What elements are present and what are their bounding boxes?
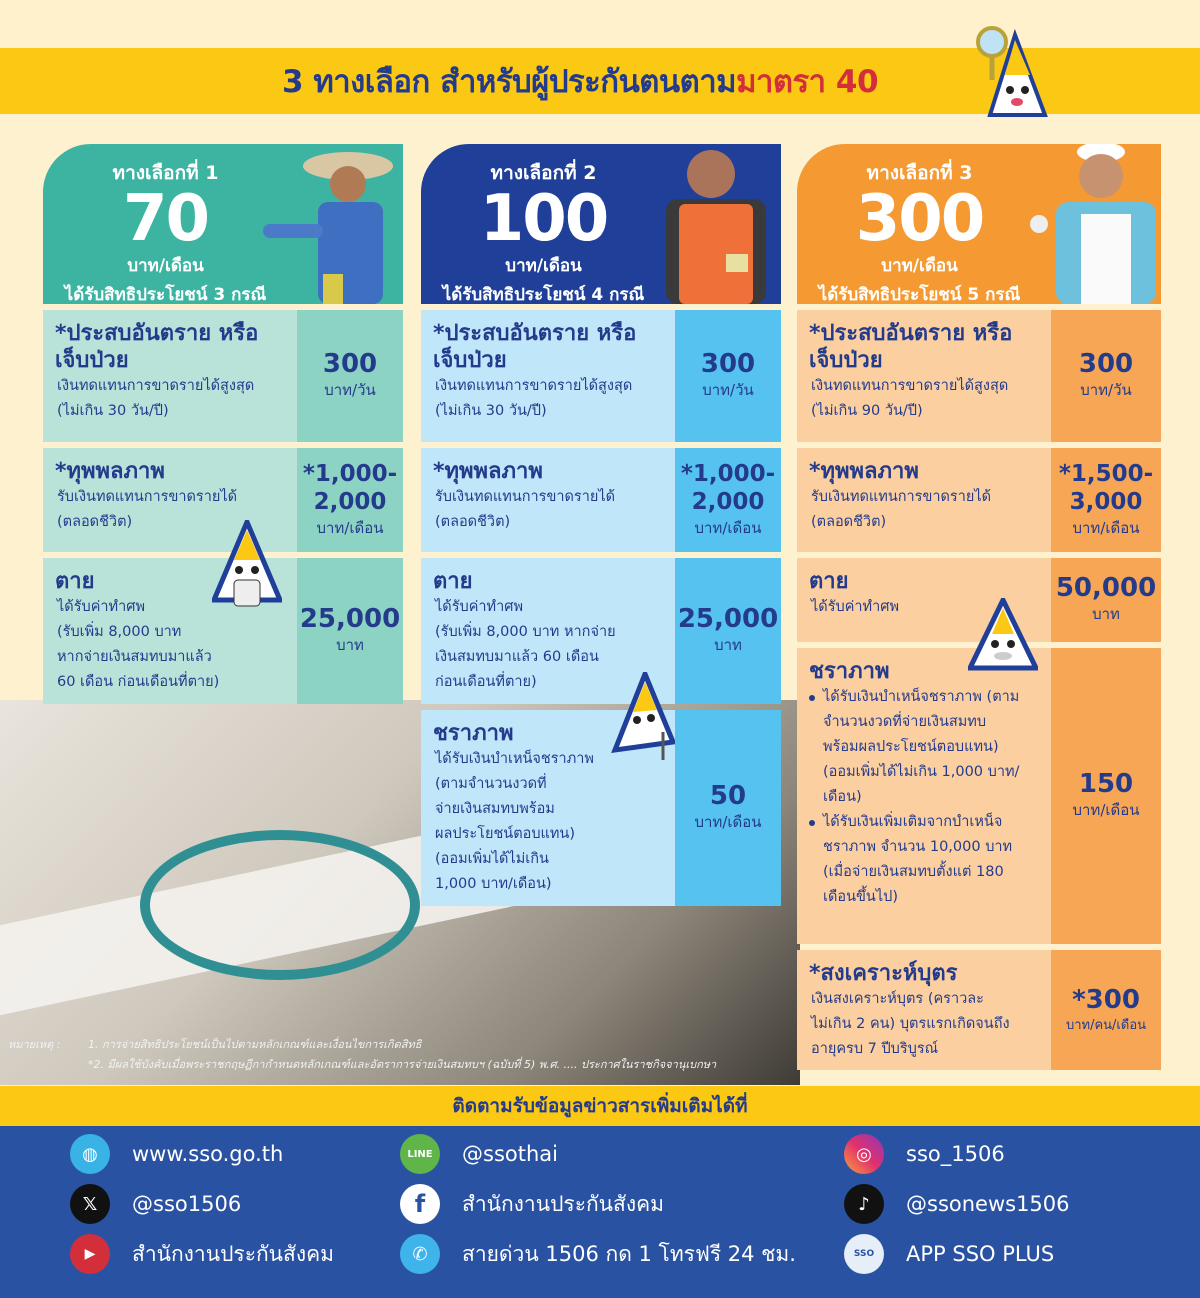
row-desc: เงินสงเคราะห์บุตร (คราวละ [811, 991, 984, 1007]
row-value: *1,000-2,000 [680, 461, 776, 515]
row-title: ตาย [55, 569, 95, 594]
contact-text: สำนักงานประกันสังคม [132, 1241, 335, 1266]
row-desc: ได้รับเงินบำเหน็จชราภาพ (ตามจำนวนงวดที่จ่ายเงินสมทบพร้อมผลประโยชน์ตอบแทน) (ออมเพิ่มได้ไม่เกิน 1,000 บาท/เดือน) [823, 689, 1020, 805]
option-2-column [421, 144, 781, 906]
row-desc: เงินทดแทนการขาดรายได้สูงสุด [435, 378, 633, 394]
benefit-row-injury [421, 310, 781, 442]
row-desc: ก่อนเดือนที่ตาย) [435, 674, 537, 690]
food-vendor-photo [1021, 144, 1161, 304]
row-value: *300 [1072, 984, 1140, 1015]
row-desc: 60 เดือน ก่อนเดือนที่ตาย) [57, 674, 220, 690]
option-amount: 70 [122, 182, 209, 256]
contact-footer [0, 1126, 1200, 1298]
row-value: 150 [1078, 769, 1134, 799]
option-1-header [43, 144, 403, 304]
phone-icon: ✆ [400, 1234, 440, 1274]
row-desc: ได้รับค่าทำศพ [811, 599, 900, 615]
contact-text: APP SSO PLUS [906, 1242, 1055, 1266]
benefit-row-disability [797, 448, 1161, 552]
row-desc: รับเงินทดแทนการขาดรายได้ [435, 489, 616, 505]
row-value-unit: บาท/เดือน [316, 519, 384, 537]
row-value-unit: บาท/คน/เดือน [1065, 1017, 1147, 1033]
option-unit: บาท/เดือน [127, 256, 204, 276]
contact-text: sso_1506 [906, 1142, 1005, 1166]
row-value: 300 [322, 349, 378, 379]
contact-text: @ssothai [462, 1142, 558, 1166]
row-value-unit: บาท/เดือน [694, 519, 762, 537]
row-value: 50,000 [1055, 573, 1157, 603]
row-value-unit: บาท [714, 636, 742, 654]
contact-app[interactable] [844, 1234, 1054, 1274]
option-unit: บาท/เดือน [505, 256, 582, 276]
option-2-header [421, 144, 781, 304]
row-value-unit: บาท/วัน [324, 381, 376, 399]
row-desc: (ตลอดชีวิต) [811, 514, 887, 530]
note-item: *2. มีผลใช้บังคับเมื่อพระราชกฤษฎีกากำหนดหลักเกณฑ์และอัตราการจ่ายเงินสมทบฯ (ฉบับที่ 5) พ.ศ. .... ประกาศในราชกิจจานุเบกษา [88, 1058, 717, 1071]
option-unit: บาท/เดือน [881, 256, 958, 276]
motorbike-rider-photo [641, 144, 781, 304]
row-desc: ไม่เกิน 2 คน) บุตรแรกเกิดจนถึง [811, 1016, 1010, 1032]
row-desc: อายุครบ 7 ปีบริบูรณ์ [811, 1041, 939, 1057]
row-title: *ประสบอันตราย หรือเจ็บป่วย [809, 321, 1013, 373]
row-title: *ประสบอันตราย หรือเจ็บป่วย [433, 321, 637, 373]
row-desc: เงินทดแทนการขาดรายได้สูงสุด [57, 378, 255, 394]
option-amount: 100 [479, 182, 608, 256]
option-benefits-count: ได้รับสิทธิประโยชน์ 5 กรณี [818, 285, 1021, 304]
contact-x[interactable] [70, 1184, 241, 1224]
contact-line[interactable] [400, 1134, 558, 1174]
row-desc: ได้รับเงินเพิ่มเติมจากบำเหน็จชราภาพ จำนวน 10,000 บาท (เมื่อจ่ายเงินสมทบตั้งแต่ 180 เดือนขึ้นไป) [823, 814, 1013, 905]
contact-text: @ssonews1506 [906, 1192, 1070, 1216]
row-desc: จ่ายเงินสมทบพร้อม [435, 801, 555, 817]
footnotes [0, 1033, 800, 1083]
stethoscope-image [140, 830, 420, 980]
row-value: *1,000-2,000 [302, 461, 398, 515]
row-value: 50 [709, 781, 747, 811]
benefit-row-old-age [797, 648, 1161, 944]
row-desc: ได้รับค่าทำศพ [57, 599, 146, 615]
row-value-unit: บาท/เดือน [694, 813, 762, 831]
row-desc: (ไม่เกิน 30 วัน/ปี) [57, 403, 169, 419]
row-title: *ทุพพลภาพ [809, 459, 919, 484]
row-title: ตาย [433, 569, 473, 594]
option-benefits-count: ได้รับสิทธิประโยชน์ 3 กรณี [64, 285, 267, 304]
note-item: 1. การจ่ายสิทธิประโยชน์เป็นไปตามหลักเกณฑ์และเงื่อนไขการเกิดสิทธิ [88, 1038, 422, 1051]
row-desc: (ตลอดชีวิต) [435, 514, 511, 530]
option-3-header [797, 144, 1161, 304]
option-amount: 300 [855, 182, 984, 256]
row-value-unit: บาท/วัน [702, 381, 754, 399]
row-desc: ได้รับเงินบำเหน็จชราภาพ [435, 751, 594, 767]
row-desc: (ไม่เกิน 30 วัน/ปี) [435, 403, 547, 419]
row-value-unit: บาท [1092, 605, 1120, 623]
contact-text: สำนักงานประกันสังคม [462, 1191, 665, 1216]
row-desc: (รับเพิ่ม 8,000 บาท หากจ่าย [435, 624, 616, 640]
option-label: ทางเลือกที่ 3 [866, 162, 973, 184]
option-label: ทางเลือกที่ 2 [490, 162, 597, 184]
row-value: 300 [700, 349, 756, 379]
row-title: *ทุพพลภาพ [55, 459, 165, 484]
row-title: ชราภาพ [809, 659, 890, 684]
page-title [282, 56, 878, 106]
option-label: ทางเลือกที่ 1 [112, 162, 219, 184]
row-desc: (ตามจำนวนงวดที่ [435, 776, 547, 792]
benefit-row-old-age [421, 710, 781, 906]
row-value: 25,000 [677, 604, 779, 634]
sso-app-icon: SSO [844, 1234, 884, 1274]
row-desc: รับเงินทดแทนการขาดรายได้ [811, 489, 992, 505]
bullet-dot-icon [809, 820, 815, 826]
mascot-elderly-icon [605, 672, 675, 762]
row-title: *สงเคราะห์บุตร [809, 961, 958, 986]
row-desc: (ออมเพิ่มได้ไม่เกิน [435, 851, 549, 867]
mascot-worried-icon [968, 598, 1038, 688]
row-title: *ประสบอันตราย หรือเจ็บป่วย [55, 321, 259, 373]
bullet-item [809, 810, 1041, 910]
youtube-icon: ▶ [70, 1234, 110, 1274]
instagram-icon: ◎ [844, 1134, 884, 1174]
contact-website[interactable] [70, 1134, 283, 1174]
row-value-unit: บาท/เดือน [1072, 801, 1140, 819]
contact-text: @sso1506 [132, 1192, 242, 1216]
title-main: 3 ทางเลือก สำหรับผู้ประกันตนตาม [281, 64, 737, 100]
contact-text: สายด่วน 1506 กด 1 โทรฟรี 24 ชม. [462, 1241, 796, 1266]
notes-label: หมายเหตุ : [8, 1038, 61, 1051]
row-value-unit: บาท/วัน [1080, 381, 1132, 399]
row-desc: ผลประโยชน์ตอบแทน) [435, 826, 576, 842]
x-icon: 𝕏 [70, 1184, 110, 1224]
benefit-row-disability [421, 448, 781, 552]
row-desc: ได้รับค่าทำศพ [435, 599, 524, 615]
globe-icon: ◍ [70, 1134, 110, 1174]
row-value: 300 [1078, 349, 1134, 379]
row-value-unit: บาท/เดือน [1072, 519, 1140, 537]
contact-facebook[interactable] [400, 1184, 664, 1224]
row-value: 25,000 [299, 604, 401, 634]
row-title: ตาย [809, 569, 849, 594]
contact-text: www.sso.go.th [132, 1142, 284, 1166]
row-desc: หากจ่ายเงินสมทบมาแล้ว [57, 649, 212, 665]
benefit-row-child-allowance [797, 950, 1161, 1070]
bullet-dot-icon [809, 695, 815, 701]
farmer-photo [263, 144, 403, 304]
contact-hotline[interactable] [400, 1234, 796, 1274]
facebook-icon: f [400, 1184, 440, 1224]
row-desc: (รับเพิ่ม 8,000 บาท [57, 624, 182, 640]
mascot-doctor-icon [212, 520, 282, 610]
row-desc: (ไม่เกิน 90 วัน/ปี) [811, 403, 923, 419]
row-desc: 1,000 บาท/เดือน) [435, 876, 552, 892]
title-highlight: มาตรา 40 [736, 64, 879, 100]
tiktok-icon: ♪ [844, 1184, 884, 1224]
footer-title: ติดตามรับข้อมูลข่าวสารเพิ่มเติมได้ที่ [0, 1086, 1200, 1126]
contact-youtube[interactable] [70, 1234, 334, 1274]
benefit-row-injury [797, 310, 1161, 442]
line-icon: LINE [400, 1134, 440, 1174]
bullet-item [809, 685, 1041, 810]
benefit-row-death [421, 558, 781, 704]
row-value: *1,500-3,000 [1058, 461, 1154, 515]
row-desc: เงินทดแทนการขาดรายได้สูงสุด [811, 378, 1009, 394]
row-desc: เงินสมทบมาแล้ว 60 เดือน [435, 649, 599, 665]
row-title: ชราภาพ [433, 721, 514, 746]
mascot-magnifier-icon [970, 20, 1050, 130]
option-benefits-count: ได้รับสิทธิประโยชน์ 4 กรณี [442, 285, 645, 304]
benefit-row-injury [43, 310, 403, 442]
row-title: *ทุพพลภาพ [433, 459, 543, 484]
row-desc: (ตลอดชีวิต) [57, 514, 133, 530]
contact-instagram[interactable] [844, 1134, 1005, 1174]
contact-tiktok[interactable] [844, 1184, 1070, 1224]
row-desc: รับเงินทดแทนการขาดรายได้ [57, 489, 238, 505]
option-1-column [43, 144, 403, 704]
row-value-unit: บาท [336, 636, 364, 654]
